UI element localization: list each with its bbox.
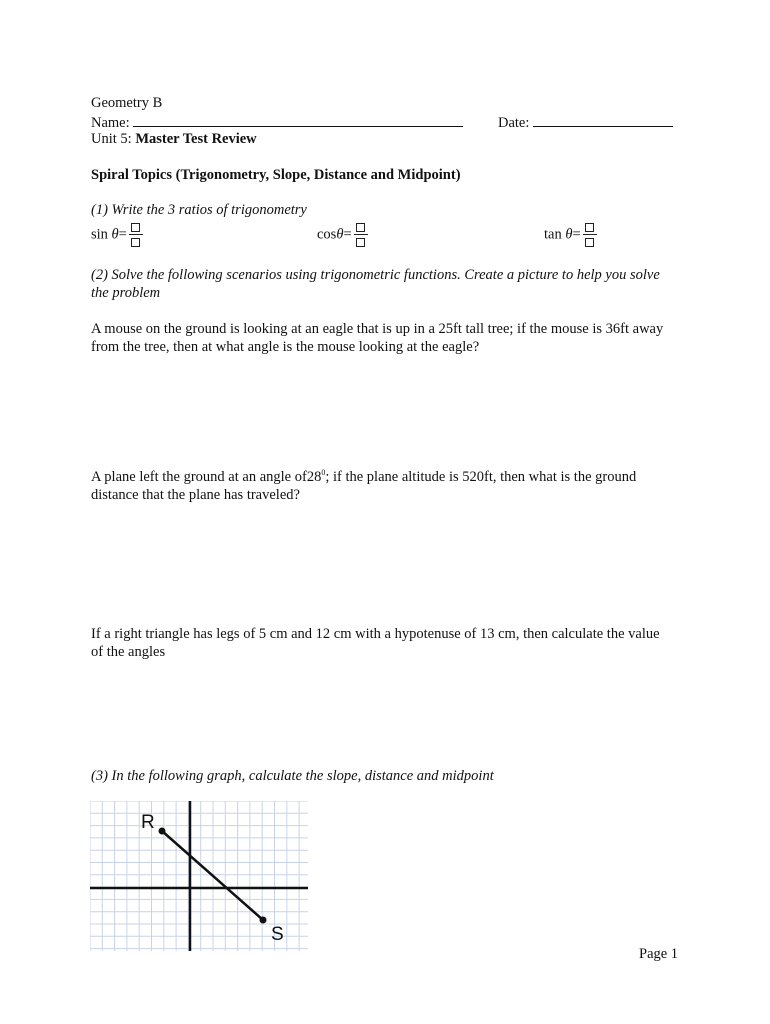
page-number: Page 1: [639, 946, 679, 962]
point-s-label: S: [271, 924, 284, 945]
equals-sign: =: [572, 226, 581, 243]
problem-plane-post: ; if the plane altitude is 520ft, then what is the ground distance that the plane has traveled?: [91, 468, 637, 503]
q3-prompt: (3) In the following graph, calculate the slope, distance and midpoint: [91, 768, 494, 784]
problem-plane: [91, 464, 666, 504]
theta-symbol: θ: [111, 226, 119, 243]
section-title: Spiral Topics (Trigonometry, Slope, Distance and Midpoint): [91, 167, 461, 183]
date-field[interactable]: [533, 112, 673, 127]
problem-plane-pre: A plane left the ground at an angle of: [91, 468, 307, 485]
equals-sign: =: [343, 226, 352, 243]
fraction-placeholder[interactable]: [129, 222, 143, 248]
unit-prefix: Unit 5:: [91, 131, 132, 147]
theta-symbol: θ: [565, 226, 573, 243]
q2-prompt: (2) Solve the following scenarios using trigonometric functions. Create a picture to help you solve the problem: [91, 267, 660, 301]
name-field[interactable]: [133, 112, 463, 127]
course-title: Geometry B: [91, 95, 163, 111]
sin-ratio: [91, 222, 143, 248]
tan-ratio: [544, 222, 597, 248]
problem-right-triangle: If a right triangle has legs of 5 cm and 12 cm with a hypotenuse of 13 cm, then calculate the value of the angles: [91, 626, 660, 660]
date-line: [498, 112, 673, 132]
theta-symbol: θ: [336, 226, 344, 243]
point-s[interactable]: [260, 917, 267, 924]
date-label: Date:: [498, 115, 530, 131]
cos-label: cos: [317, 226, 337, 243]
problem-mouse-eagle: A mouse on the ground is looking at an eagle that is up in a 25ft tall tree; if the mouse is 36ft away from the tree, then at what angle is the mouse looking at the eagle?: [91, 321, 664, 355]
name-line: [91, 112, 463, 132]
sin-label: sin: [91, 226, 108, 243]
equals-sign: =: [118, 226, 127, 243]
unit-line: [91, 130, 257, 148]
cos-ratio: [317, 222, 368, 248]
tan-label: tan: [544, 226, 562, 243]
degree-superscript: 0: [321, 468, 326, 477]
unit-title: Master Test Review: [135, 131, 257, 147]
fraction-placeholder[interactable]: [583, 222, 597, 248]
point-r-label: R: [141, 812, 155, 833]
point-r[interactable]: [159, 828, 166, 835]
name-label: Name:: [91, 115, 130, 131]
coordinate-graph: [90, 801, 308, 951]
fraction-placeholder[interactable]: [354, 222, 368, 248]
q1-prompt: (1) Write the 3 ratios of trigonometry: [91, 202, 307, 218]
problem-plane-angle: 28: [306, 468, 322, 485]
